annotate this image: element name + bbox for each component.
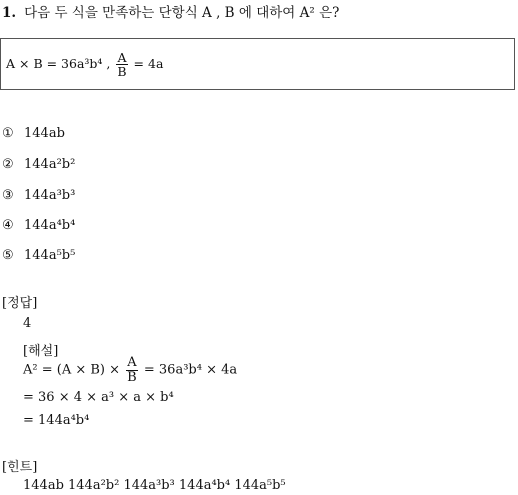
- hint-text: 144ab 144a²b² 144a³b³ 144a⁴b⁴ 144a⁵b⁵: [23, 478, 286, 493]
- option-2-mark: ②: [2, 157, 14, 172]
- option-2[interactable]: [2, 157, 75, 172]
- option-3-expr: 144a³b³: [24, 188, 76, 203]
- answer-value: 4: [23, 316, 32, 331]
- option-5-mark: ⑤: [2, 248, 14, 263]
- explanation-line-1: [23, 356, 237, 384]
- option-4-expr: 144a⁴b⁴: [24, 218, 76, 233]
- given-fraction-denominator: B: [117, 64, 127, 80]
- given-fraction: [116, 51, 127, 78]
- answer-label: [정답]: [2, 296, 38, 311]
- option-4-mark: ④: [2, 218, 14, 233]
- given-fraction-numerator: A: [117, 50, 127, 65]
- given-quotient: = 4a: [133, 56, 164, 72]
- explanation-label: [해설]: [23, 344, 59, 359]
- option-5[interactable]: [2, 248, 75, 263]
- explanation-fraction-numerator: A: [127, 355, 137, 370]
- explanation-line-1-left: A² = (A × B) ×: [23, 362, 121, 378]
- hint-label: [힌트]: [2, 460, 38, 475]
- given-product: A × B = 36a³b⁴ ,: [6, 56, 111, 72]
- option-3-mark: ③: [2, 188, 14, 203]
- explanation-fraction-denominator: B: [127, 369, 137, 385]
- option-1[interactable]: [2, 126, 65, 141]
- explanation-line-1-right: = 36a³b⁴ × 4a: [143, 362, 238, 378]
- option-4[interactable]: [2, 218, 75, 233]
- option-1-expr: 144ab: [24, 126, 65, 141]
- given-conditions: [6, 51, 163, 78]
- option-5-expr: 144a⁵b⁵: [24, 248, 76, 263]
- question-title: [2, 1, 339, 21]
- option-3[interactable]: [2, 188, 75, 203]
- option-1-mark: ①: [2, 126, 14, 141]
- option-2-expr: 144a²b²: [24, 157, 76, 172]
- explanation-line-2: = 36 × 4 × a³ × a × b⁴: [23, 390, 174, 405]
- explanation-line-3: = 144a⁴b⁴: [23, 413, 90, 428]
- question-number: 1.: [2, 5, 17, 21]
- question-text: 다음 두 식을 만족하는 단항식 A , B 에 대하여 A² 은?: [24, 5, 340, 21]
- explanation-fraction: [126, 356, 138, 384]
